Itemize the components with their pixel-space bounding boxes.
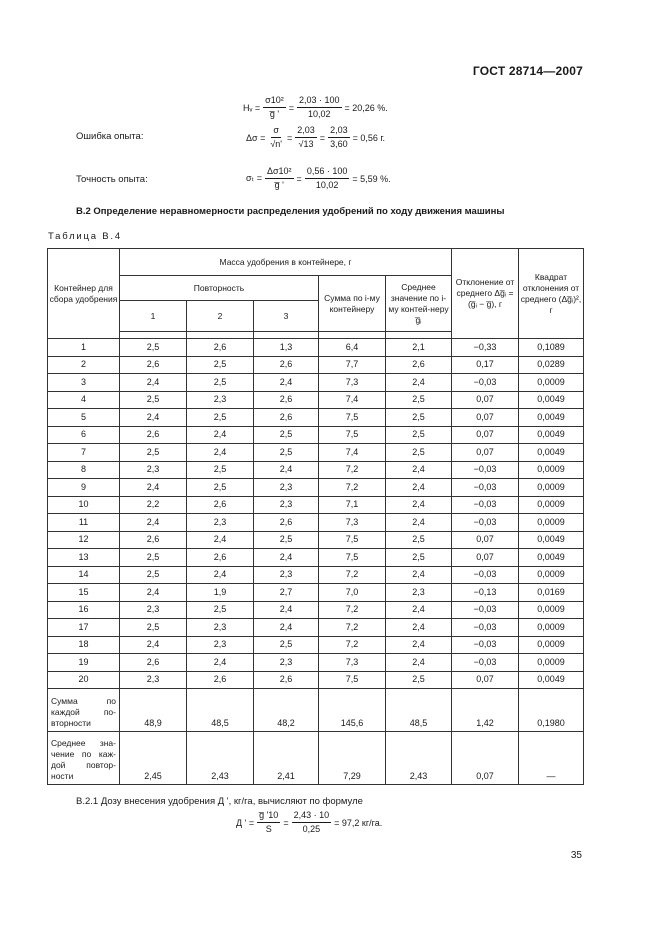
table-cell: 0,0049 <box>519 409 584 427</box>
table-cell: 0,0049 <box>519 426 584 444</box>
table-cell: 2,4 <box>254 461 319 479</box>
table-cell: 2,6 <box>254 409 319 427</box>
table-cell: 2,4 <box>187 426 254 444</box>
mean-cell: 7,29 <box>319 732 386 785</box>
table-cell: 2,6 <box>254 514 319 532</box>
formula-hv-f2-num: 2,03 · 100 <box>297 95 342 108</box>
container-number-cell: 13 <box>48 549 120 567</box>
table-cell: −0,03 <box>452 636 519 654</box>
formula-error-lhs: Δσ = <box>246 132 266 143</box>
table-cell: 2,6 <box>254 671 319 689</box>
table-cell: 2,5 <box>386 426 452 444</box>
table-row <box>48 391 584 409</box>
page-number: 35 <box>570 850 582 861</box>
table-cell: 2,5 <box>386 671 452 689</box>
formula-accuracy-f2-den: 10,02 <box>315 180 339 190</box>
sum-cell: 48,5 <box>386 689 452 732</box>
container-number-cell: 10 <box>48 496 120 514</box>
table-cell: 2,4 <box>386 601 452 619</box>
table-row <box>48 566 584 584</box>
table-cell: −0,03 <box>452 566 519 584</box>
table-cell: 2,4 <box>254 619 319 637</box>
table-cell: 2,5 <box>187 601 254 619</box>
sum-cell: 48,9 <box>120 689 187 732</box>
container-number-cell: 6 <box>48 426 120 444</box>
formula-error-result: = 0,56 г. <box>352 132 386 143</box>
table-cell: 7,2 <box>319 636 386 654</box>
error-label: Ошибка опыта: <box>76 131 144 142</box>
formula-error-f3-den: 3,60 <box>330 139 348 149</box>
table-row <box>48 671 584 689</box>
header-r3: 3 <box>254 301 319 332</box>
formula-accuracy-frac2 <box>305 166 350 191</box>
formula-dose-f2-num: 2,43 · 10 <box>292 810 332 823</box>
table-cell: 0,0049 <box>519 444 584 462</box>
table-cell: 2,4 <box>187 654 254 672</box>
table-cell: 0,0289 <box>519 356 584 374</box>
table-cell: 2,5 <box>120 619 187 637</box>
table-cell: 2,5 <box>187 356 254 374</box>
table-cell: 1,3 <box>254 339 319 357</box>
container-number-cell: 4 <box>48 391 120 409</box>
formula-hv-f1-den: g̅ ' <box>269 109 280 119</box>
table-cell: 7,2 <box>319 566 386 584</box>
formula-accuracy-eq: = <box>296 173 302 184</box>
table-cell: 2,7 <box>254 584 319 602</box>
table-cell: 0,0009 <box>519 496 584 514</box>
table-cell: 2,6 <box>120 356 187 374</box>
formula-hv <box>243 95 388 120</box>
table-cell: 2,5 <box>386 409 452 427</box>
table-cell: 0,0009 <box>519 654 584 672</box>
table-cell: 2,5 <box>254 444 319 462</box>
mean-cell: 2,41 <box>254 732 319 785</box>
table-cell: 0,0009 <box>519 601 584 619</box>
formula-accuracy-lhs: σₜ = <box>246 173 262 183</box>
table-row <box>48 461 584 479</box>
table-cell: 2,5 <box>254 636 319 654</box>
container-number-cell: 8 <box>48 461 120 479</box>
table-cell: 2,3 <box>386 584 452 602</box>
table-cell: 7,1 <box>319 496 386 514</box>
header-mean: Среднее значение по i-му контей-неру g̅ᵢ <box>386 276 452 332</box>
sum-cell: 48,2 <box>254 689 319 732</box>
mean-row-label: Среднее зна-чение по каж-дой повтор-ности <box>48 732 120 785</box>
table-cell: 2,4 <box>187 566 254 584</box>
table-cell: 7,4 <box>319 391 386 409</box>
formula-error-frac2 <box>295 125 317 150</box>
header-deviation: Отклонение от среднего Δg̅ᵢ = (g̅ᵢ − g̅), г <box>452 249 519 339</box>
table-cell: 2,5 <box>120 391 187 409</box>
formula-error-frac1 <box>268 125 284 150</box>
table-cell: 2,6 <box>254 391 319 409</box>
sum-cell: 48,5 <box>187 689 254 732</box>
table-cell: 2,6 <box>120 654 187 672</box>
table-row <box>48 339 584 357</box>
table-cell: 2,6 <box>187 549 254 567</box>
table-cell: 2,4 <box>120 374 187 392</box>
table-row <box>48 426 584 444</box>
table-cell: 2,4 <box>120 409 187 427</box>
table-cell: 2,5 <box>386 444 452 462</box>
data-table <box>47 248 584 785</box>
table-cell: 2,2 <box>120 496 187 514</box>
container-number-cell: 3 <box>48 374 120 392</box>
table-cell: 2,4 <box>386 496 452 514</box>
formula-accuracy-f1-den: g̅ ' <box>274 180 284 190</box>
table-cell: 2,5 <box>120 549 187 567</box>
header-square: Квадрат отклонения от среднего (Δg̅ᵢ)², г <box>519 249 584 339</box>
table-cell: 0,0009 <box>519 374 584 392</box>
table-cell: 2,5 <box>187 479 254 497</box>
mean-cell: 2,45 <box>120 732 187 785</box>
table-cell: 2,3 <box>254 479 319 497</box>
table-row <box>48 409 584 427</box>
table-cell: 2,4 <box>386 636 452 654</box>
table-cell: 0,0049 <box>519 671 584 689</box>
table-cell: 2,5 <box>254 426 319 444</box>
section-title: В.2 Определение неравномерности распределения удобрений по ходу движения машины <box>76 206 505 217</box>
table-cell: 2,4 <box>386 461 452 479</box>
table-cell: 2,3 <box>120 601 187 619</box>
table-cell: 2,4 <box>120 636 187 654</box>
table-cell: 7,3 <box>319 654 386 672</box>
formula-error-eq2: = <box>319 132 326 143</box>
sum-cell: 145,6 <box>319 689 386 732</box>
table-cell: 7,2 <box>319 479 386 497</box>
table-cell: 7,5 <box>319 426 386 444</box>
table-row <box>48 374 584 392</box>
table-row <box>48 636 584 654</box>
formula-error-f1-den: √n' <box>270 139 282 149</box>
formula-dose-lhs: Д ' = <box>236 817 255 828</box>
table-cell: 7,3 <box>319 374 386 392</box>
table-cell: 2,5 <box>120 566 187 584</box>
formula-accuracy-f1-num: Δσ10² <box>265 166 294 179</box>
container-number-cell: 18 <box>48 636 120 654</box>
table-cell: 2,6 <box>120 426 187 444</box>
table-cell: 2,6 <box>187 496 254 514</box>
table-cell: 2,3 <box>187 514 254 532</box>
formula-dose-f2-den: 0,25 <box>302 824 321 834</box>
formula-dose-frac2 <box>292 810 332 835</box>
table-row <box>48 479 584 497</box>
mean-cell: 0,07 <box>452 732 519 785</box>
standard-code: ГОСТ 28714—2007 <box>472 64 583 78</box>
table-cell: 2,3 <box>120 671 187 689</box>
table-cell: −0,13 <box>452 584 519 602</box>
table-cell: 2,6 <box>120 531 187 549</box>
table-caption: Таблица В.4 <box>48 231 122 242</box>
header-r2: 2 <box>187 301 254 332</box>
container-number-cell: 15 <box>48 584 120 602</box>
table-cell: −0,03 <box>452 479 519 497</box>
table-cell: 7,0 <box>319 584 386 602</box>
table-cell: 2,5 <box>120 444 187 462</box>
table-cell: −0,03 <box>452 496 519 514</box>
table-cell: 2,5 <box>386 391 452 409</box>
table-row <box>48 654 584 672</box>
table-cell: 2,4 <box>120 514 187 532</box>
table-cell: 2,4 <box>120 584 187 602</box>
table-cell: 2,4 <box>386 619 452 637</box>
table-cell: 2,3 <box>254 496 319 514</box>
table-cell: 7,7 <box>319 356 386 374</box>
formula-dose-result: = 97,2 кг/га. <box>334 817 383 828</box>
table-cell: 2,4 <box>254 601 319 619</box>
formula-accuracy-frac1 <box>265 166 294 191</box>
table-cell: 0,07 <box>452 409 519 427</box>
table-cell: 0,0049 <box>519 391 584 409</box>
table-cell: 0,0169 <box>519 584 584 602</box>
formula-error-f2-num: 2,03 <box>295 125 317 138</box>
table-cell: 2,5 <box>187 461 254 479</box>
table-cell: 2,6 <box>187 671 254 689</box>
table-cell: 0,07 <box>452 549 519 567</box>
formula-dose-f1-num: g̅ '10 <box>257 810 280 823</box>
container-number-cell: 1 <box>48 339 120 357</box>
table-cell: 7,2 <box>319 619 386 637</box>
table-cell: 7,4 <box>319 444 386 462</box>
table-cell: −0,03 <box>452 374 519 392</box>
table-cell: 7,5 <box>319 409 386 427</box>
table-cell: 7,5 <box>319 549 386 567</box>
table-cell: 0,07 <box>452 671 519 689</box>
formula-error <box>246 125 385 150</box>
table-cell: −0,33 <box>452 339 519 357</box>
formula-dose-eq: = <box>283 817 289 828</box>
container-number-cell: 11 <box>48 514 120 532</box>
table-cell: 2,5 <box>187 409 254 427</box>
table-cell: 0,0009 <box>519 566 584 584</box>
table-body <box>48 339 584 689</box>
table-cell: 2,5 <box>120 339 187 357</box>
table-cell: −0,03 <box>452 514 519 532</box>
formula-accuracy-result: = 5,59 %. <box>352 173 391 184</box>
mean-cell: 2,43 <box>386 732 452 785</box>
table-cell: 2,4 <box>386 654 452 672</box>
table-cell: 2,4 <box>254 549 319 567</box>
header-container: Контейнер для сбора удобрения <box>48 249 120 339</box>
formula-dose-f1-den: S <box>265 824 272 834</box>
table-cell: 2,4 <box>120 479 187 497</box>
formula-hv-result: = 20,26 %. <box>344 102 388 113</box>
container-number-cell: 2 <box>48 356 120 374</box>
formula-dose <box>236 810 382 835</box>
table-cell: 2,4 <box>386 479 452 497</box>
table-cell: 2,4 <box>386 514 452 532</box>
formula-hv-f2-den: 10,02 <box>307 109 331 119</box>
table-cell: 0,17 <box>452 356 519 374</box>
table-cell: 2,3 <box>120 461 187 479</box>
table-cell: 0,07 <box>452 531 519 549</box>
container-number-cell: 20 <box>48 671 120 689</box>
header-r1: 1 <box>120 301 187 332</box>
table-row <box>48 356 584 374</box>
table-row <box>48 496 584 514</box>
table-cell: 2,4 <box>187 531 254 549</box>
table-cell: 0,0049 <box>519 549 584 567</box>
sum-cell: 0,1980 <box>519 689 584 732</box>
table-cell: 2,5 <box>386 531 452 549</box>
table-cell: 2,6 <box>386 356 452 374</box>
formula-error-f2-den: √13 <box>298 139 314 149</box>
mean-cell: 2,43 <box>187 732 254 785</box>
formula-hv-f1-num: σ10² <box>263 95 286 108</box>
table-cell: −0,03 <box>452 601 519 619</box>
table-cell: 2,5 <box>254 531 319 549</box>
table-cell: 2,3 <box>254 566 319 584</box>
table-cell: −0,03 <box>452 654 519 672</box>
sum-row-label: Сумма по каждой по-вторности <box>48 689 120 732</box>
table-cell: 2,3 <box>187 636 254 654</box>
header-repeat: Повторность <box>120 276 319 301</box>
table-cell: 7,5 <box>319 531 386 549</box>
table-cell: 0,0009 <box>519 636 584 654</box>
container-number-cell: 12 <box>48 531 120 549</box>
table-cell: 2,6 <box>254 356 319 374</box>
table-cell: 0,0049 <box>519 531 584 549</box>
sum-cell: 1,42 <box>452 689 519 732</box>
container-number-cell: 16 <box>48 601 120 619</box>
table-cell: 2,6 <box>187 339 254 357</box>
container-number-cell: 5 <box>48 409 120 427</box>
table-cell: 2,5 <box>386 549 452 567</box>
header-mass: Масса удобрения в контейнере, г <box>120 249 452 276</box>
accuracy-label: Точность опыта: <box>76 174 148 185</box>
table-row <box>48 549 584 567</box>
table-cell: 2,4 <box>386 566 452 584</box>
table-row <box>48 514 584 532</box>
table-row <box>48 601 584 619</box>
table-cell: 0,07 <box>452 444 519 462</box>
container-number-cell: 9 <box>48 479 120 497</box>
table-cell: 2,1 <box>386 339 452 357</box>
table-cell: −0,03 <box>452 461 519 479</box>
table-cell: 7,5 <box>319 671 386 689</box>
formula-hv-frac2 <box>297 95 342 120</box>
table-cell: 0,0009 <box>519 479 584 497</box>
dose-text: В.2.1 Дозу внесения удобрения Д ', кг/га, вычисляют по формуле <box>76 796 363 807</box>
table-cell: 0,07 <box>452 426 519 444</box>
formula-hv-lhs: Hᵥ = <box>243 102 261 113</box>
table-cell: 2,5 <box>187 374 254 392</box>
formula-dose-frac1 <box>257 810 280 835</box>
table-cell: 2,3 <box>187 619 254 637</box>
table-cell: 7,2 <box>319 601 386 619</box>
formula-accuracy <box>246 166 391 191</box>
container-number-cell: 17 <box>48 619 120 637</box>
table-cell: 1,9 <box>187 584 254 602</box>
table-cell: 0,0009 <box>519 514 584 532</box>
table-cell: 7,2 <box>319 461 386 479</box>
table-cell: 6,4 <box>319 339 386 357</box>
container-number-cell: 14 <box>48 566 120 584</box>
header-sum: Сумма по i-му контейнеру <box>319 276 386 332</box>
formula-accuracy-f2-num: 0,56 · 100 <box>305 166 350 179</box>
table-row <box>48 619 584 637</box>
formula-error-f3-num: 2,03 <box>328 125 350 138</box>
table-cell: 2,4 <box>187 444 254 462</box>
table-cell: 7,3 <box>319 514 386 532</box>
table-cell: 2,4 <box>254 374 319 392</box>
mean-cell: — <box>519 732 584 785</box>
table-cell: 2,3 <box>254 654 319 672</box>
table-cell: 0,07 <box>452 391 519 409</box>
table-cell: 2,4 <box>386 374 452 392</box>
table-cell: 0,0009 <box>519 619 584 637</box>
table-row <box>48 584 584 602</box>
formula-error-eq1: = <box>287 132 293 143</box>
table-cell: −0,03 <box>452 619 519 637</box>
table-cell: 0,0009 <box>519 461 584 479</box>
formula-error-f1-num: σ <box>271 125 281 138</box>
table-cell: 2,3 <box>187 391 254 409</box>
table-row <box>48 444 584 462</box>
formula-hv-eq: = <box>288 102 294 113</box>
container-number-cell: 19 <box>48 654 120 672</box>
container-number-cell: 7 <box>48 444 120 462</box>
formula-error-frac3 <box>328 125 350 150</box>
table-row <box>48 531 584 549</box>
table-cell: 0,1089 <box>519 339 584 357</box>
formula-hv-frac1 <box>263 95 286 120</box>
